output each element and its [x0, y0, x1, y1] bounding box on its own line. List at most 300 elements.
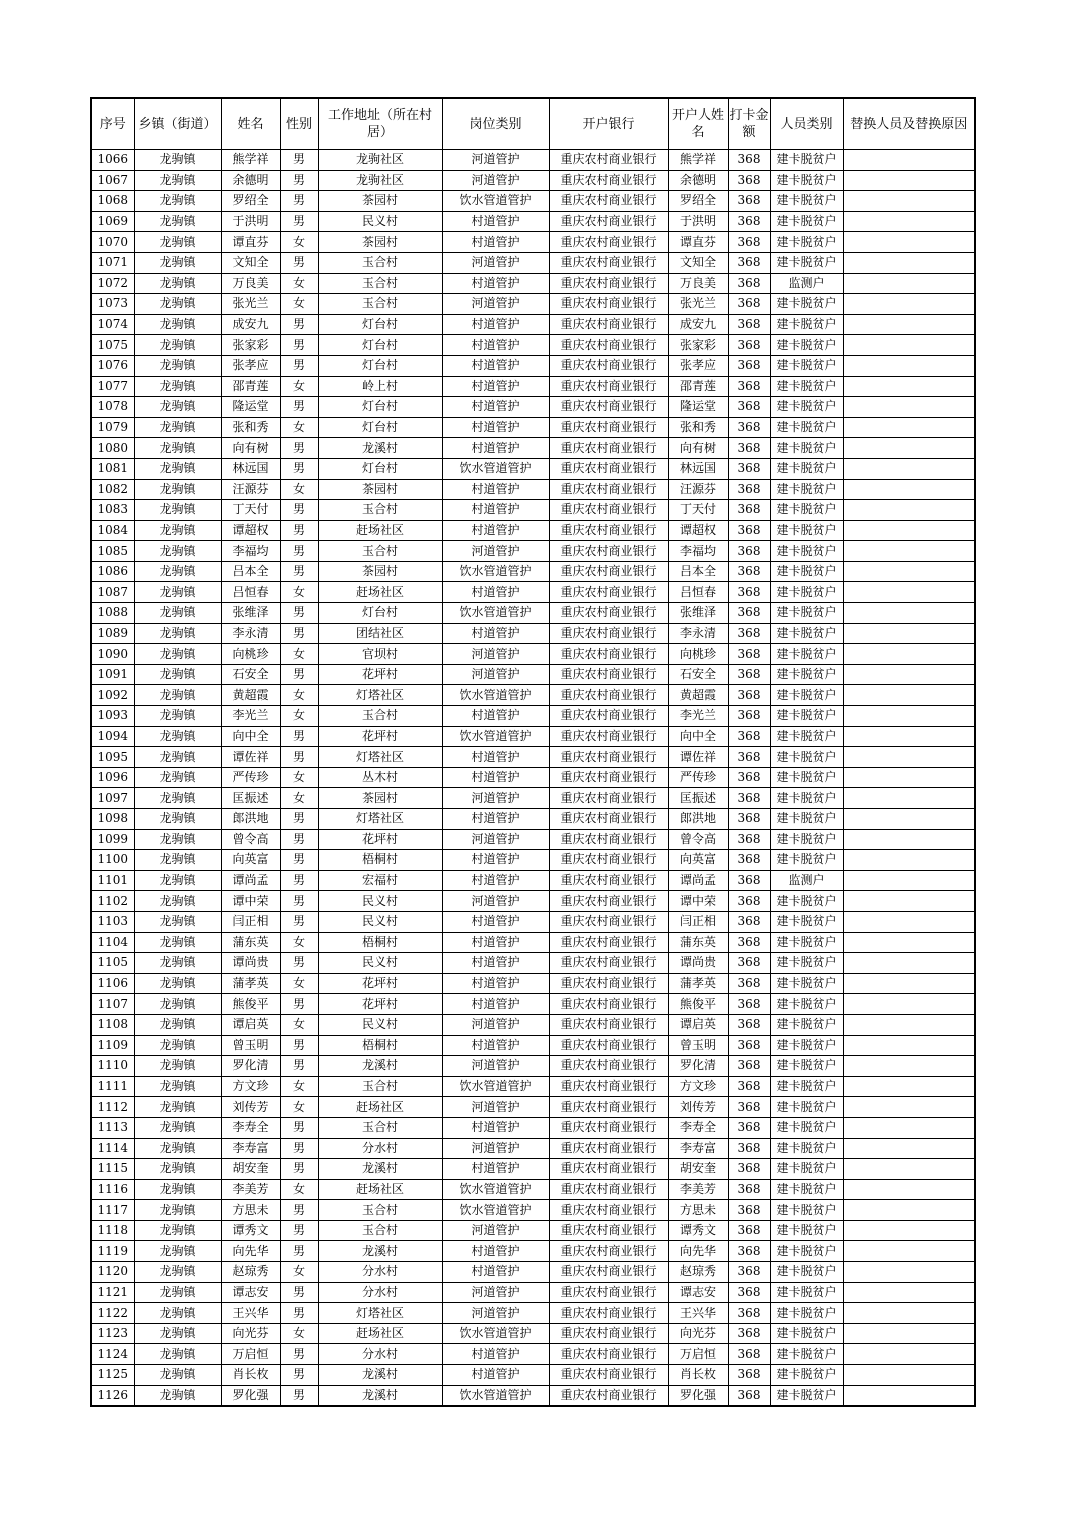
cell-post-type: 村道管护	[442, 397, 549, 418]
cell-replacement	[843, 603, 975, 624]
cell-replacement	[843, 809, 975, 830]
cell-bank: 重庆农村商业银行	[549, 438, 668, 459]
cell-replacement	[843, 232, 975, 253]
cell-amount: 368	[728, 747, 770, 768]
cell-work-address: 分水村	[318, 1262, 442, 1283]
table-row	[91, 1056, 975, 1077]
cell-work-address: 龙溪村	[318, 1159, 442, 1180]
cell-name: 郎洪地	[221, 809, 280, 830]
cell-name: 隆运堂	[221, 397, 280, 418]
cell-account-holder: 谭志安	[668, 1282, 728, 1303]
cell-account-holder: 谭直芬	[668, 232, 728, 253]
cell-account-holder: 谭佐祥	[668, 747, 728, 768]
cell-gender: 男	[280, 603, 318, 624]
cell-gender: 男	[280, 1117, 318, 1138]
cell-replacement	[843, 1179, 975, 1200]
cell-gender: 女	[280, 685, 318, 706]
cell-work-address: 赶场社区	[318, 1179, 442, 1200]
cell-work-address: 分水村	[318, 1282, 442, 1303]
cell-seq: 1088	[91, 603, 134, 624]
cell-bank: 重庆农村商业银行	[549, 829, 668, 850]
cell-bank: 重庆农村商业银行	[549, 932, 668, 953]
cell-amount: 368	[728, 644, 770, 665]
table-row	[91, 1035, 975, 1056]
cell-gender: 男	[280, 170, 318, 191]
cell-post-type: 村道管护	[442, 500, 549, 521]
cell-name: 方文珍	[221, 1076, 280, 1097]
cell-township: 龙驹镇	[134, 191, 221, 212]
cell-seq: 1079	[91, 417, 134, 438]
cell-replacement	[843, 1035, 975, 1056]
cell-name: 严传珍	[221, 767, 280, 788]
cell-township: 龙驹镇	[134, 685, 221, 706]
cell-bank: 重庆农村商业银行	[549, 1200, 668, 1221]
cell-account-holder: 张光兰	[668, 294, 728, 315]
cell-gender: 男	[280, 335, 318, 356]
cell-gender: 女	[280, 788, 318, 809]
cell-person-category: 建卡脱贫户	[770, 541, 843, 562]
cell-gender: 男	[280, 191, 318, 212]
table-row	[91, 273, 975, 294]
cell-gender: 男	[280, 438, 318, 459]
cell-work-address: 宏福村	[318, 870, 442, 891]
cell-gender: 女	[280, 1262, 318, 1283]
cell-township: 龙驹镇	[134, 788, 221, 809]
cell-bank: 重庆农村商业银行	[549, 1076, 668, 1097]
cell-township: 龙驹镇	[134, 1303, 221, 1324]
cell-seq: 1066	[91, 150, 134, 171]
cell-bank: 重庆农村商业银行	[549, 1262, 668, 1283]
cell-post-type: 村道管护	[442, 520, 549, 541]
cell-account-holder: 罗化强	[668, 1385, 728, 1406]
cell-replacement	[843, 932, 975, 953]
cell-name: 谭启英	[221, 1014, 280, 1035]
cell-gender: 女	[280, 644, 318, 665]
cell-seq: 1116	[91, 1179, 134, 1200]
cell-account-holder: 李寿富	[668, 1138, 728, 1159]
cell-bank: 重庆农村商业银行	[549, 232, 668, 253]
cell-account-holder: 匡振述	[668, 788, 728, 809]
cell-amount: 368	[728, 376, 770, 397]
cell-person-category: 建卡脱贫户	[770, 706, 843, 727]
cell-seq: 1121	[91, 1282, 134, 1303]
cell-replacement	[843, 314, 975, 335]
table-row	[91, 953, 975, 974]
cell-amount: 368	[728, 1365, 770, 1386]
cell-gender: 男	[280, 850, 318, 871]
table-row	[91, 520, 975, 541]
cell-township: 龙驹镇	[134, 1056, 221, 1077]
cell-township: 龙驹镇	[134, 252, 221, 273]
cell-bank: 重庆农村商业银行	[549, 1097, 668, 1118]
cell-bank: 重庆农村商业银行	[549, 891, 668, 912]
cell-township: 龙驹镇	[134, 1138, 221, 1159]
cell-post-type: 河道管护	[442, 1014, 549, 1035]
cell-post-type: 村道管护	[442, 438, 549, 459]
header-person-category: 人员类别	[770, 98, 843, 150]
cell-name: 刘传芳	[221, 1097, 280, 1118]
cell-township: 龙驹镇	[134, 294, 221, 315]
cell-gender: 男	[280, 355, 318, 376]
cell-post-type: 村道管护	[442, 1262, 549, 1283]
cell-name: 罗化清	[221, 1056, 280, 1077]
cell-gender: 男	[280, 911, 318, 932]
cell-person-category: 建卡脱贫户	[770, 520, 843, 541]
cell-work-address: 灯台村	[318, 603, 442, 624]
cell-work-address: 梧桐村	[318, 850, 442, 871]
cell-work-address: 茶园村	[318, 232, 442, 253]
cell-bank: 重庆农村商业银行	[549, 500, 668, 521]
cell-bank: 重庆农村商业银行	[549, 520, 668, 541]
table-row	[91, 150, 975, 171]
cell-post-type: 饮水管道管护	[442, 1179, 549, 1200]
cell-gender: 女	[280, 767, 318, 788]
cell-seq: 1105	[91, 953, 134, 974]
cell-replacement	[843, 500, 975, 521]
cell-seq: 1124	[91, 1344, 134, 1365]
cell-township: 龙驹镇	[134, 1035, 221, 1056]
cell-account-holder: 丁天付	[668, 500, 728, 521]
cell-gender: 男	[280, 252, 318, 273]
cell-post-type: 河道管护	[442, 170, 549, 191]
cell-township: 龙驹镇	[134, 829, 221, 850]
cell-work-address: 民义村	[318, 211, 442, 232]
cell-person-category: 建卡脱贫户	[770, 1241, 843, 1262]
cell-post-type: 村道管护	[442, 953, 549, 974]
cell-work-address: 民义村	[318, 953, 442, 974]
cell-township: 龙驹镇	[134, 1097, 221, 1118]
cell-township: 龙驹镇	[134, 623, 221, 644]
cell-bank: 重庆农村商业银行	[549, 582, 668, 603]
cell-gender: 女	[280, 706, 318, 727]
cell-work-address: 花坪村	[318, 726, 442, 747]
cell-account-holder: 方思未	[668, 1200, 728, 1221]
cell-account-holder: 张孝应	[668, 355, 728, 376]
cell-bank: 重庆农村商业银行	[549, 1056, 668, 1077]
cell-post-type: 村道管护	[442, 623, 549, 644]
cell-township: 龙驹镇	[134, 1262, 221, 1283]
cell-seq: 1085	[91, 541, 134, 562]
cell-replacement	[843, 1056, 975, 1077]
cell-account-holder: 万启恒	[668, 1344, 728, 1365]
cell-amount: 368	[728, 335, 770, 356]
cell-name: 张光兰	[221, 294, 280, 315]
cell-work-address: 灯塔社区	[318, 747, 442, 768]
cell-post-type: 村道管护	[442, 747, 549, 768]
cell-person-category: 建卡脱贫户	[770, 726, 843, 747]
table-row	[91, 170, 975, 191]
cell-amount: 368	[728, 211, 770, 232]
cell-gender: 男	[280, 1385, 318, 1406]
table-row	[91, 1220, 975, 1241]
table-row	[91, 1344, 975, 1365]
cell-name: 熊俊平	[221, 994, 280, 1015]
cell-name: 闫正相	[221, 911, 280, 932]
cell-township: 龙驹镇	[134, 850, 221, 871]
cell-post-type: 村道管护	[442, 994, 549, 1015]
cell-name: 吕恒春	[221, 582, 280, 603]
cell-replacement	[843, 829, 975, 850]
cell-name: 罗化强	[221, 1385, 280, 1406]
cell-amount: 368	[728, 953, 770, 974]
cell-account-holder: 向英富	[668, 850, 728, 871]
cell-name: 向先华	[221, 1241, 280, 1262]
table-row	[91, 1365, 975, 1386]
cell-account-holder: 向有树	[668, 438, 728, 459]
cell-bank: 重庆农村商业银行	[549, 1179, 668, 1200]
cell-post-type: 村道管护	[442, 809, 549, 830]
cell-work-address: 龙溪村	[318, 438, 442, 459]
cell-seq: 1072	[91, 273, 134, 294]
cell-work-address: 花坪村	[318, 664, 442, 685]
cell-bank: 重庆农村商业银行	[549, 1241, 668, 1262]
cell-amount: 368	[728, 1014, 770, 1035]
cell-township: 龙驹镇	[134, 809, 221, 830]
table-row	[91, 294, 975, 315]
cell-post-type: 村道管护	[442, 273, 549, 294]
cell-replacement	[843, 1303, 975, 1324]
cell-replacement	[843, 664, 975, 685]
cell-township: 龙驹镇	[134, 314, 221, 335]
cell-gender: 男	[280, 870, 318, 891]
cell-work-address: 丛木村	[318, 767, 442, 788]
cell-person-category: 建卡脱贫户	[770, 232, 843, 253]
cell-name: 向桃珍	[221, 644, 280, 665]
table-row	[91, 335, 975, 356]
cell-gender: 男	[280, 1220, 318, 1241]
table-row	[91, 397, 975, 418]
cell-work-address: 官坝村	[318, 644, 442, 665]
table-row	[91, 973, 975, 994]
cell-township: 龙驹镇	[134, 664, 221, 685]
cell-gender: 男	[280, 994, 318, 1015]
cell-replacement	[843, 397, 975, 418]
cell-post-type: 村道管护	[442, 1344, 549, 1365]
cell-seq: 1114	[91, 1138, 134, 1159]
cell-person-category: 建卡脱贫户	[770, 150, 843, 171]
cell-person-category: 建卡脱贫户	[770, 376, 843, 397]
table-row	[91, 376, 975, 397]
cell-post-type: 村道管护	[442, 335, 549, 356]
cell-township: 龙驹镇	[134, 458, 221, 479]
cell-bank: 重庆农村商业银行	[549, 1035, 668, 1056]
cell-name: 赵琼秀	[221, 1262, 280, 1283]
cell-post-type: 河道管护	[442, 1282, 549, 1303]
cell-name: 谭中荣	[221, 891, 280, 912]
cell-bank: 重庆农村商业银行	[549, 294, 668, 315]
cell-work-address: 茶园村	[318, 788, 442, 809]
header-replacement: 替换人员及替换原因	[843, 98, 975, 150]
cell-amount: 368	[728, 767, 770, 788]
cell-person-category: 建卡脱贫户	[770, 479, 843, 500]
cell-gender: 女	[280, 1014, 318, 1035]
cell-name: 蒲东英	[221, 932, 280, 953]
cell-bank: 重庆农村商业银行	[549, 850, 668, 871]
cell-gender: 女	[280, 932, 318, 953]
cell-amount: 368	[728, 561, 770, 582]
cell-amount: 368	[728, 850, 770, 871]
cell-name: 成安九	[221, 314, 280, 335]
cell-person-category: 建卡脱贫户	[770, 355, 843, 376]
cell-bank: 重庆农村商业银行	[549, 1365, 668, 1386]
cell-bank: 重庆农村商业银行	[549, 767, 668, 788]
cell-person-category: 建卡脱贫户	[770, 170, 843, 191]
cell-post-type: 村道管护	[442, 1365, 549, 1386]
cell-person-category: 建卡脱贫户	[770, 829, 843, 850]
cell-account-holder: 谭中荣	[668, 891, 728, 912]
cell-amount: 368	[728, 417, 770, 438]
cell-person-category: 建卡脱贫户	[770, 1138, 843, 1159]
cell-gender: 男	[280, 1138, 318, 1159]
cell-person-category: 建卡脱贫户	[770, 994, 843, 1015]
cell-replacement	[843, 355, 975, 376]
cell-township: 龙驹镇	[134, 1117, 221, 1138]
cell-work-address: 玉合村	[318, 294, 442, 315]
table-row	[91, 664, 975, 685]
cell-post-type: 河道管护	[442, 1303, 549, 1324]
cell-person-category: 建卡脱贫户	[770, 1344, 843, 1365]
cell-account-holder: 闫正相	[668, 911, 728, 932]
cell-account-holder: 方文珍	[668, 1076, 728, 1097]
cell-replacement	[843, 294, 975, 315]
cell-person-category: 建卡脱贫户	[770, 603, 843, 624]
cell-name: 李永清	[221, 623, 280, 644]
cell-name: 谭尚孟	[221, 870, 280, 891]
cell-post-type: 村道管护	[442, 932, 549, 953]
cell-replacement	[843, 1117, 975, 1138]
cell-seq: 1067	[91, 170, 134, 191]
cell-account-holder: 谭尚孟	[668, 870, 728, 891]
cell-post-type: 村道管护	[442, 911, 549, 932]
cell-replacement	[843, 973, 975, 994]
cell-seq: 1098	[91, 809, 134, 830]
cell-gender: 男	[280, 1200, 318, 1221]
cell-post-type: 河道管护	[442, 1220, 549, 1241]
cell-person-category: 建卡脱贫户	[770, 500, 843, 521]
cell-gender: 男	[280, 829, 318, 850]
cell-account-holder: 万良美	[668, 273, 728, 294]
cell-name: 向英富	[221, 850, 280, 871]
cell-replacement	[843, 953, 975, 974]
cell-post-type: 饮水管道管护	[442, 1323, 549, 1344]
cell-post-type: 村道管护	[442, 1035, 549, 1056]
cell-person-category: 建卡脱贫户	[770, 1385, 843, 1406]
cell-amount: 368	[728, 1200, 770, 1221]
table-row	[91, 1200, 975, 1221]
cell-township: 龙驹镇	[134, 767, 221, 788]
cell-gender: 男	[280, 314, 318, 335]
cell-post-type: 河道管护	[442, 294, 549, 315]
cell-seq: 1083	[91, 500, 134, 521]
cell-gender: 男	[280, 1035, 318, 1056]
cell-person-category: 建卡脱贫户	[770, 664, 843, 685]
cell-seq: 1086	[91, 561, 134, 582]
table-row	[91, 850, 975, 871]
cell-name: 李福均	[221, 541, 280, 562]
cell-township: 龙驹镇	[134, 376, 221, 397]
cell-bank: 重庆农村商业银行	[549, 561, 668, 582]
cell-post-type: 河道管护	[442, 1097, 549, 1118]
cell-bank: 重庆农村商业银行	[549, 911, 668, 932]
cell-post-type: 村道管护	[442, 314, 549, 335]
cell-replacement	[843, 1138, 975, 1159]
cell-person-category: 监测户	[770, 870, 843, 891]
cell-seq: 1108	[91, 1014, 134, 1035]
table-row	[91, 747, 975, 768]
cell-bank: 重庆农村商业银行	[549, 788, 668, 809]
cell-name: 林远国	[221, 458, 280, 479]
cell-gender: 男	[280, 1344, 318, 1365]
cell-name: 王兴华	[221, 1303, 280, 1324]
table-row	[91, 685, 975, 706]
cell-bank: 重庆农村商业银行	[549, 747, 668, 768]
cell-gender: 男	[280, 623, 318, 644]
cell-township: 龙驹镇	[134, 747, 221, 768]
cell-account-holder: 吕本全	[668, 561, 728, 582]
cell-work-address: 玉合村	[318, 273, 442, 294]
cell-amount: 368	[728, 1179, 770, 1200]
cell-post-type: 饮水管道管护	[442, 458, 549, 479]
cell-replacement	[843, 1014, 975, 1035]
table-row	[91, 479, 975, 500]
cell-amount: 368	[728, 829, 770, 850]
cell-replacement	[843, 644, 975, 665]
cell-person-category: 建卡脱贫户	[770, 1014, 843, 1035]
cell-township: 龙驹镇	[134, 1014, 221, 1035]
cell-seq: 1119	[91, 1241, 134, 1262]
cell-bank: 重庆农村商业银行	[549, 1117, 668, 1138]
cell-township: 龙驹镇	[134, 438, 221, 459]
cell-seq: 1122	[91, 1303, 134, 1324]
cell-township: 龙驹镇	[134, 1385, 221, 1406]
cell-name: 谭尚贵	[221, 953, 280, 974]
cell-person-category: 建卡脱贫户	[770, 911, 843, 932]
cell-name: 黄超霞	[221, 685, 280, 706]
cell-seq: 1092	[91, 685, 134, 706]
cell-township: 龙驹镇	[134, 870, 221, 891]
cell-name: 汪源芬	[221, 479, 280, 500]
cell-post-type: 河道管护	[442, 150, 549, 171]
cell-amount: 368	[728, 458, 770, 479]
cell-amount: 368	[728, 1138, 770, 1159]
table-row	[91, 1282, 975, 1303]
cell-gender: 女	[280, 1076, 318, 1097]
cell-person-category: 建卡脱贫户	[770, 973, 843, 994]
header-seq: 序号	[91, 98, 134, 150]
cell-person-category: 建卡脱贫户	[770, 850, 843, 871]
cell-seq: 1094	[91, 726, 134, 747]
cell-replacement	[843, 335, 975, 356]
cell-post-type: 村道管护	[442, 232, 549, 253]
cell-account-holder: 向中全	[668, 726, 728, 747]
header-account-holder: 开户人姓名	[668, 98, 728, 150]
cell-seq: 1095	[91, 747, 134, 768]
table-row	[91, 541, 975, 562]
cell-replacement	[843, 438, 975, 459]
cell-replacement	[843, 623, 975, 644]
cell-seq: 1097	[91, 788, 134, 809]
table-row	[91, 561, 975, 582]
table-row	[91, 1097, 975, 1118]
cell-work-address: 花坪村	[318, 994, 442, 1015]
cell-replacement	[843, 747, 975, 768]
table-row	[91, 706, 975, 727]
cell-name: 匡振述	[221, 788, 280, 809]
cell-gender: 女	[280, 376, 318, 397]
header-amount: 打卡金额	[728, 98, 770, 150]
table-row	[91, 355, 975, 376]
cell-seq: 1118	[91, 1220, 134, 1241]
